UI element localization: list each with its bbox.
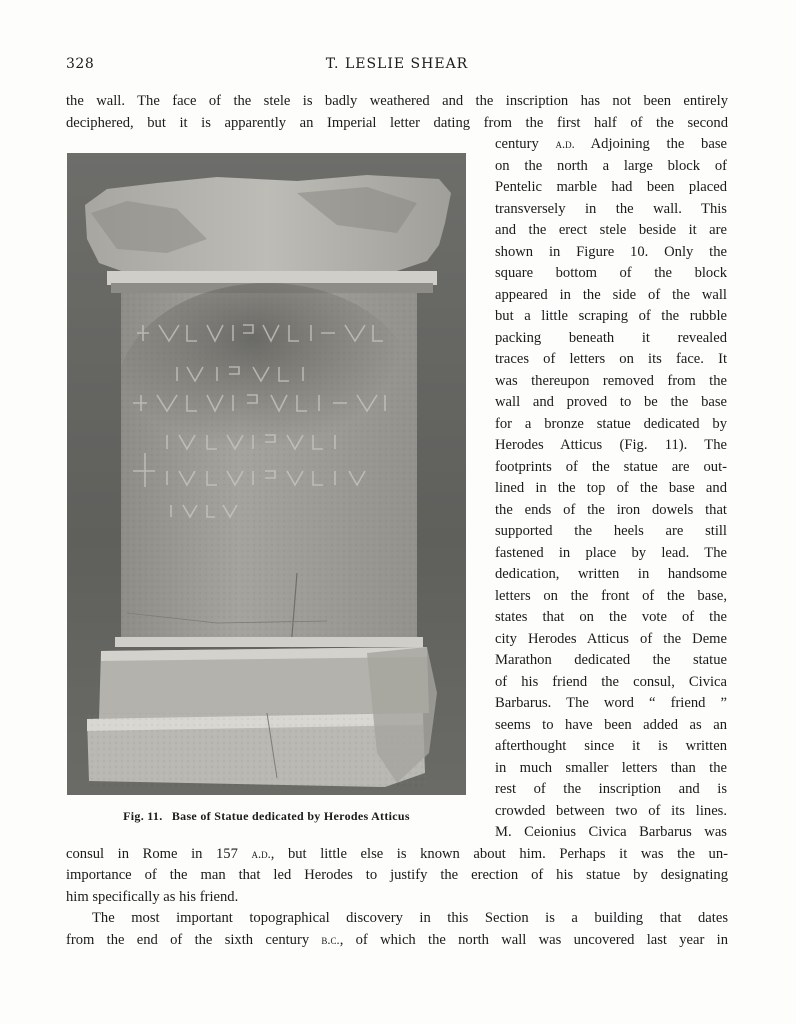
text-fragment: Adjoining the base <box>574 136 727 152</box>
text-fragment: , of which the north wall was uncovered last year in <box>339 932 728 948</box>
body-line: importance of the man that led Herodes to justify the erection of his statue by designating <box>66 867 728 883</box>
column-line: and the erect stele beside it are <box>495 222 727 238</box>
body-line <box>66 844 728 864</box>
column-line: dedication, written in handsome <box>495 566 727 582</box>
column-line: the ends of the iron dowels that <box>495 502 727 518</box>
figure-caption <box>67 809 466 824</box>
column-line: rest of the inscription and is <box>495 781 727 797</box>
column-line: was thereupon removed from the <box>495 373 727 389</box>
body-line <box>66 930 728 950</box>
text-fragment: century <box>495 136 556 152</box>
figure-caption-text: Base of Statue dedicated by Herodes Atticus <box>171 809 410 823</box>
column-line: packing beneath it revealed <box>495 330 727 346</box>
era-abbrev: b.c. <box>321 933 340 947</box>
body-line: the wall. The face of the stele is badly weathered and the inscription has not been entirely <box>66 93 728 109</box>
column-line: lined in the top of the base and <box>495 480 727 496</box>
text-fragment: from the end of the sixth century <box>66 932 322 948</box>
column-line: Herodes Atticus (Fig. 11). The <box>495 437 727 453</box>
column-line: traces of letters on its face. It <box>495 351 727 367</box>
paragraph-first-line: The most important topographical discovery in this Section is a building that dates <box>92 910 728 926</box>
stele-photo-illustration <box>67 153 466 795</box>
column-line: on the north a large block of <box>495 158 727 174</box>
column-line: Marathon dedicated the statue <box>495 652 727 668</box>
column-line: Pentelic marble had been placed <box>495 179 727 195</box>
column-line: for a bronze statue dedicated by <box>495 416 727 432</box>
column-line: square bottom of the block <box>495 265 727 281</box>
column-line: supported the heels are still <box>495 523 727 539</box>
column-line: M. Ceionius Civica Barbarus was <box>495 824 727 840</box>
column-line: appeared in the side of the wall <box>495 287 727 303</box>
column-line: afterthought since it is written <box>495 738 727 754</box>
column-line: transversely in the wall. This <box>495 201 727 217</box>
column-line: seems to have been added as an <box>495 717 727 733</box>
column-line: but a little scraping of the rubble <box>495 308 727 324</box>
column-line: wall and proved to be the base <box>495 394 727 410</box>
column-line: shown in Figure 10. Only the <box>495 244 727 260</box>
column-line: states that on the vote of the <box>495 609 727 625</box>
era-abbrev: a.d. <box>555 137 575 151</box>
text-fragment: consul in Rome in 157 <box>66 846 252 862</box>
paragraph-end-line: him specifically as his friend. <box>66 889 239 905</box>
running-head <box>66 56 728 76</box>
column-line: city Herodes Atticus of the Deme <box>495 631 727 647</box>
column-line <box>495 134 727 154</box>
figure-label: Fig. 11. <box>123 809 163 823</box>
column-line: crowded between two of its lines. <box>495 803 727 819</box>
figure-photo <box>67 153 466 795</box>
column-line: in much smaller letters than the <box>495 760 727 776</box>
column-line: letters on the front of the base, <box>495 588 727 604</box>
text-fragment: , but little else is known about him. Perhaps it was the un- <box>270 846 728 862</box>
column-line: of his friend the consul, Civica <box>495 674 727 690</box>
page-number: 328 <box>66 56 95 72</box>
body-line: deciphered, but it is apparently an Imperial letter dating from the first half of the second <box>66 115 728 131</box>
column-line: Barbarus. The word “ friend ” <box>495 695 727 711</box>
era-abbrev: a.d. <box>251 847 271 861</box>
column-line: fastened in place by lead. The <box>495 545 727 561</box>
running-title: T. LESLIE SHEAR <box>325 56 469 72</box>
column-line: footprints of the statue are out- <box>495 459 727 475</box>
